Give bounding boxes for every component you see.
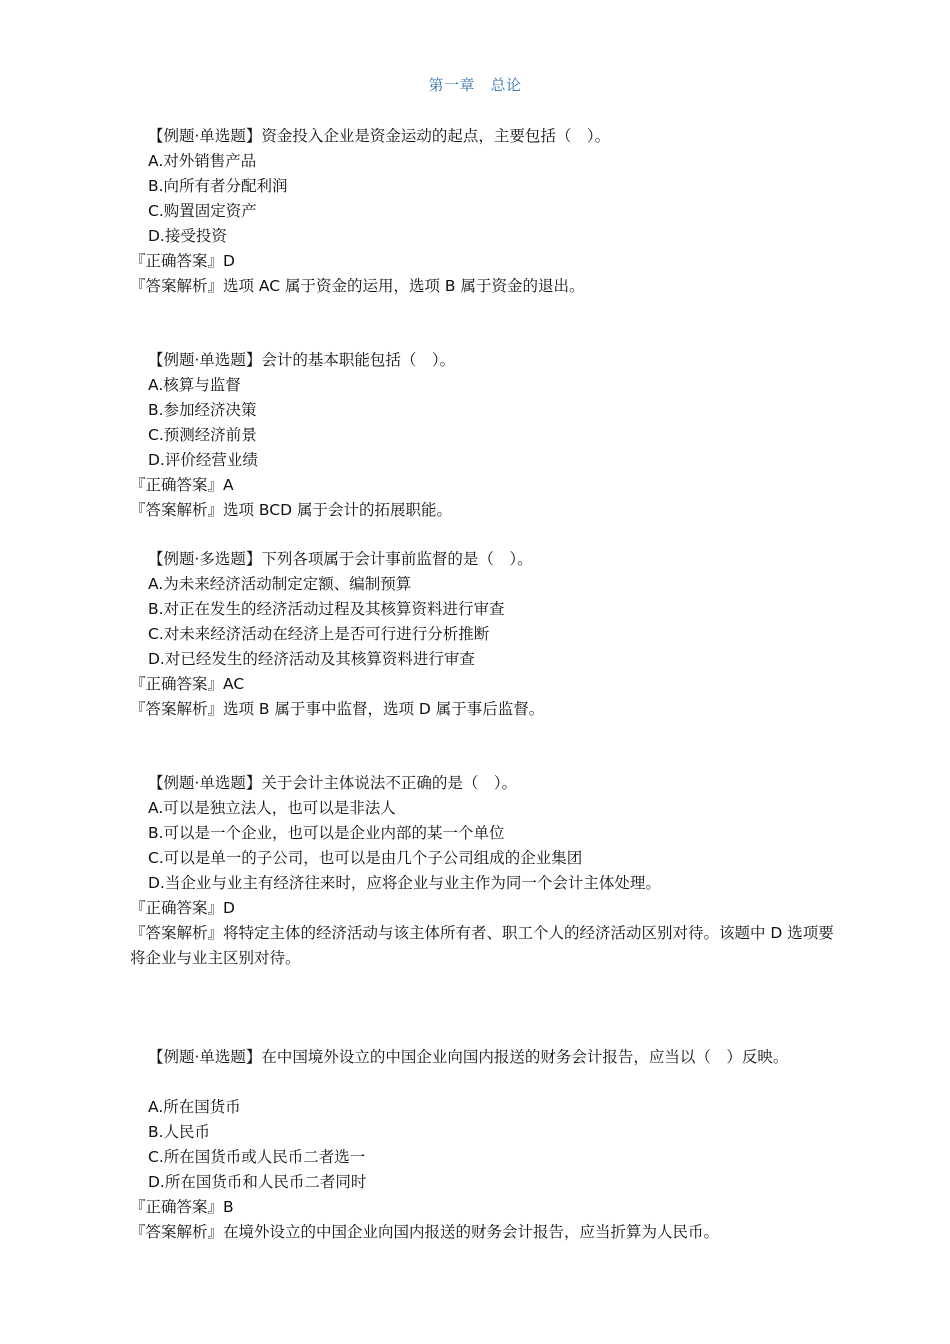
- question-3-answer: 『正确答案』AC: [130, 675, 245, 693]
- question-5-text: 【例题·单选题】在中国境外设立的中国企业向国内报送的财务会计报告，应当以（ ）反映。: [148, 1048, 789, 1066]
- question-5-option-a: A.所在国货币: [148, 1098, 241, 1116]
- question-1-explanation: 『答案解析』选项 AC 属于资金的运用，选项 B 属于资金的退出。: [130, 277, 585, 295]
- question-4-option-a: A.可以是独立法人，也可以是非法人: [148, 799, 396, 817]
- question-2-explanation: 『答案解析』选项 BCD 属于会计的拓展职能。: [130, 501, 452, 519]
- question-1-option-d: D.接受投资: [148, 227, 227, 245]
- question-1-text: 【例题·单选题】资金投入企业是资金运动的起点，主要包括（ ）。: [148, 127, 611, 145]
- question-5-option-c: C.所在国货币或人民币二者选一: [148, 1148, 366, 1166]
- question-3-option-b: B.对正在发生的经济活动过程及其核算资料进行审查: [148, 600, 505, 618]
- question-2-option-b: B.参加经济决策: [148, 401, 257, 419]
- question-3-explanation: 『答案解析』选项 B 属于事中监督，选项 D 属于事后监督。: [130, 700, 545, 718]
- question-3-text: 【例题·多选题】下列各项属于会计事前监督的是（ ）。: [148, 550, 533, 568]
- question-4-text: 【例题·单选题】关于会计主体说法不正确的是（ ）。: [148, 774, 518, 792]
- question-1-option-a: A.对外销售产品: [148, 152, 257, 170]
- question-5-answer: 『正确答案』B: [130, 1198, 234, 1216]
- question-3-option-c: C.对未来经济活动在经济上是否可行进行分析推断: [148, 625, 490, 643]
- question-4-option-b: B.可以是一个企业，也可以是企业内部的某一个单位: [148, 824, 505, 842]
- question-2-option-d: D.评价经营业绩: [148, 451, 258, 469]
- question-1-option-c: C.购置固定资产: [148, 202, 257, 220]
- question-2-answer: 『正确答案』A: [130, 476, 234, 494]
- question-5-explanation: 『答案解析』在境外设立的中国企业向国内报送的财务会计报告，应当折算为人民币。: [130, 1223, 720, 1241]
- question-5-option-b: B.人民币: [148, 1123, 211, 1141]
- question-2-option-c: C.预测经济前景: [148, 426, 257, 444]
- question-1-answer: 『正确答案』D: [130, 252, 235, 270]
- question-4-explanation: 『答案解析』将特定主体的经济活动与该主体所有者、职工个人的经济活动区别对待。该题中 D 选项要将企业与业主区别对待。: [130, 924, 834, 967]
- question-2-text: 【例题·单选题】会计的基本职能包括（ ）。: [148, 351, 456, 369]
- question-2-option-a: A.核算与监督: [148, 376, 241, 394]
- question-4-answer: 『正确答案』D: [130, 899, 235, 917]
- question-5-option-d: D.所在国货币和人民币二者同时: [148, 1173, 367, 1191]
- question-4-option-d: D.当企业与业主有经济往来时，应将企业与业主作为同一个会计主体处理。: [148, 874, 661, 892]
- question-3-option-d: D.对已经发生的经济活动及其核算资料进行审查: [148, 650, 475, 668]
- question-1-option-b: B.向所有者分配利润: [148, 177, 288, 195]
- chapter-title: 第一章 总论: [428, 76, 522, 94]
- question-4-option-c: C.可以是单一的子公司，也可以是由几个子公司组成的企业集团: [148, 849, 583, 867]
- question-3-option-a: A.为未来经济活动制定定额、编制预算: [148, 575, 412, 593]
